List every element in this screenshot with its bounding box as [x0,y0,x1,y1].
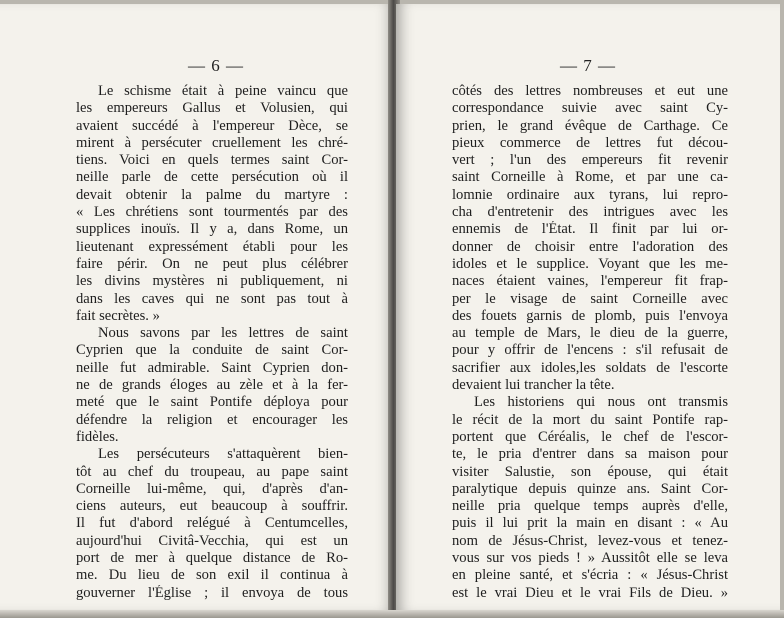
text-line: meté que le saint Pontife déploya pour [76,394,348,411]
text-line: en pleine santé, et s'écria : « Jésus-Christ [452,567,728,584]
text-line: port de mer à quelque distance de Ro- [76,550,348,567]
text-line: prien, le grand évêque de Carthage. Ce [452,117,728,134]
text-line: Corneille lui-même, qui, d'après d'an- [76,480,348,497]
text-line: Les historiens qui nous ont transmis [474,394,728,411]
text-line: cha d'entretenir des intrigues avec les [452,204,728,221]
text-line: Nous savons par les lettres de saint [98,325,348,342]
text-line: côtés des lettres nombreuses et eut une [452,83,728,99]
text-line: faire périr. On ne peut plus célébrer [76,255,348,272]
text-line: te, le pria d'entrer dans sa maison pour [452,446,728,463]
text-line: des fouets garnis de plomb, puis l'envoya [452,307,728,324]
text-line: ciens auteurs, eut beaucoup à souffrir. [76,498,348,515]
text-line: nom de Jésus-Christ, levez-vous et tenez- [452,532,728,549]
text-line: avaient succédé à l'empereur Dèce, se [76,117,348,134]
text-line: défendre la religion et encourager les [76,411,348,428]
text-line: puis il lui prit la main en disant : « Au [452,515,728,532]
right-page-text [452,83,728,602]
text-line: me. Du lieu de son exil il continua à [76,567,348,584]
text-line: paralytique depuis quinze ans. Saint Cor- [452,480,728,497]
text-line: Cyprien que la conduite de saint Cor- [76,342,348,359]
text-line: vous sur vos pieds ! » Aussitôt elle se leva [452,550,728,567]
text-line: devait obtenir la palme du martyre : [76,186,348,203]
page-number-7: — 7 — [560,56,616,75]
text-line: ne de grands éloges au zèle et à la fer- [76,377,348,394]
left-page [0,4,392,610]
text-line: correspondance suivie avec saint Cy- [452,100,728,117]
right-page [396,4,780,610]
text-line: sacrifier aux idoles,les soldats de l'escorte [452,359,728,376]
text-line: mirent à persécuter cruellement les chré- [76,134,348,151]
text-line: les divins mystères ni publiquement, ni [76,273,348,290]
text-line: « Les chrétiens sont tourmentés par des [76,204,348,221]
text-line: visiter Salustie, son épouse, qui était [452,463,728,480]
text-line: Les persécuteurs s'attaquèrent bien- [98,446,348,463]
text-line: au temple de Mars, le dieu de la guerre, [452,325,728,342]
text-line: fidèles. [76,428,119,445]
text-line: fait secrètes. » [76,307,160,324]
text-line: pieux commerce de lettres fut décou- [452,134,728,151]
text-line: devaient lui trancher la tête. [452,377,615,394]
text-line: dans les caves qui ne sont pas tout à [76,290,348,307]
text-line: lieutenant expressément établi pour les [76,238,348,255]
text-line: donner de choisir entre l'adoration des [452,238,728,255]
page-edge [0,610,784,618]
text-line: per le visage de saint Corneille avec [452,290,728,307]
text-line: supplices inouïs. Il y a, dans Rome, un [76,221,348,238]
text-line: vert ; l'un des empereurs fit revenir [452,152,728,169]
text-line: idoles et le supplice. Voyant que les me- [452,255,728,272]
text-line: neille fut admirable. Saint Cyprien don- [76,359,348,376]
text-line: lomnie ordinaire aux tyrans, lui repro- [452,186,728,203]
text-line: tiens. Voici en quels termes saint Cor- [76,152,348,169]
text-line: le récit de la mort du saint Pontife rap- [452,411,728,428]
text-line: neille parle de cette persécution où il [76,169,348,186]
text-line: pour y offrir de l'encens : s'il refusait de [452,342,728,359]
text-line: aujourd'hui Civitâ-Vecchia, qui est un [76,532,348,549]
text-line: les empereurs Gallus et Volusien, qui [76,100,348,117]
text-line: portent que Céréalis, le chef de l'escor- [452,428,728,445]
text-line: neille pria quelque temps auprès d'elle, [452,498,728,515]
text-line: tôt au chef du troupeau, au pape saint [76,463,348,480]
text-line: Le schisme était à peine vaincu que [98,83,348,99]
text-line: naces étaient vaines, l'empereur fit frap- [452,273,728,290]
text-line: Il fut d'abord relégué à Centumcelles, [76,515,348,532]
left-page-text [76,83,348,602]
text-line: ennemis de l'État. Il finit par lui or- [452,221,728,238]
text-line: gouverner l'Église ; il envoya de tous [76,584,348,601]
text-line: est le vrai Dieu et le vrai Fils de Dieu. » [452,584,728,601]
page-number-6: — 6 — [188,56,244,75]
text-line: saint Corneille à Rome, et par une ca- [452,169,728,186]
